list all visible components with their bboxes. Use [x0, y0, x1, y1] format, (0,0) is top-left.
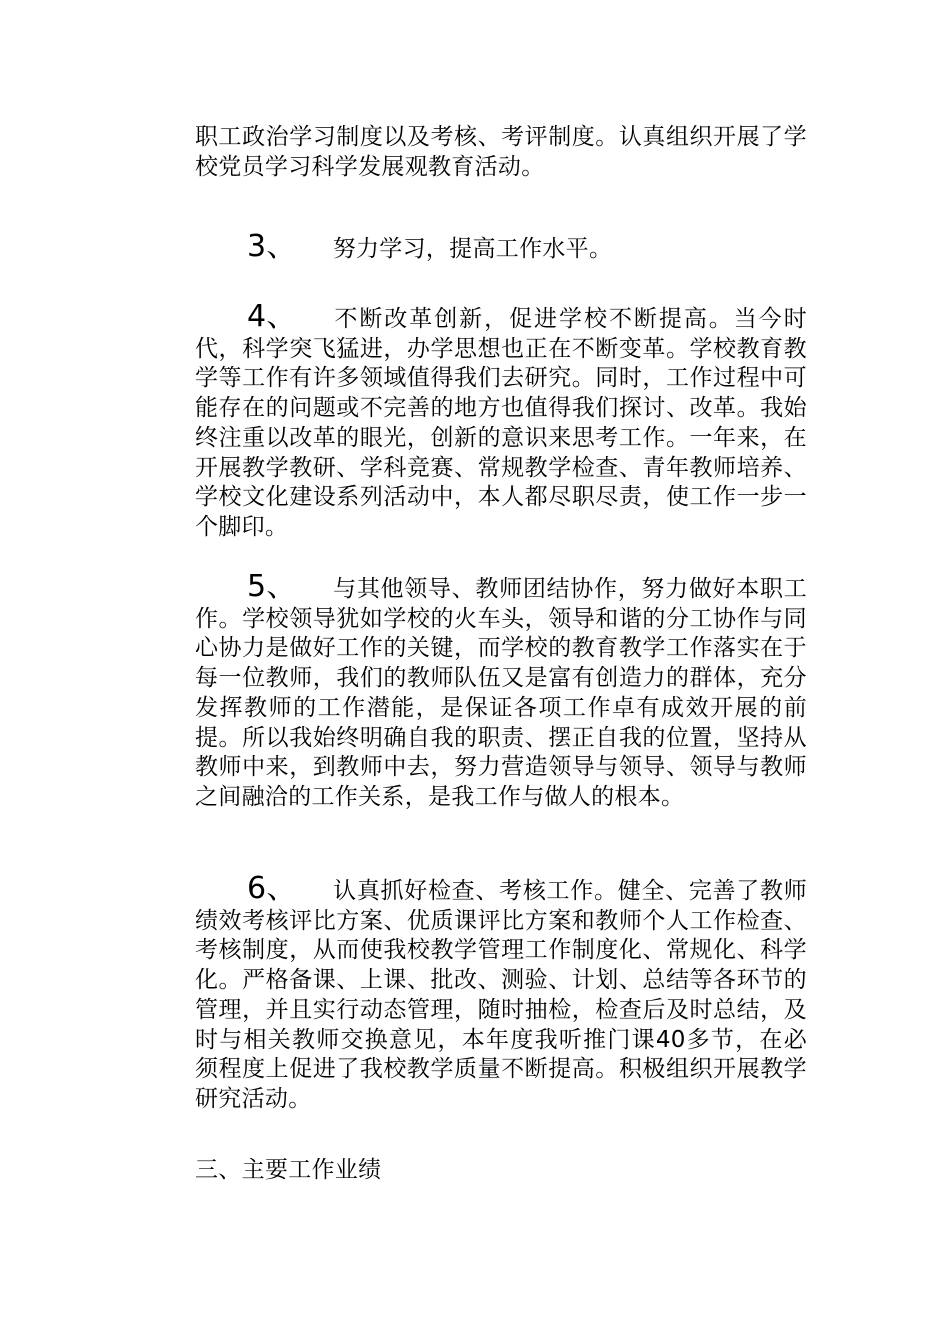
- item-4-number: 4、: [247, 299, 297, 334]
- item-5-paragraph: [195, 569, 807, 813]
- section-3-heading: 三、主要工作业绩: [195, 1157, 382, 1183]
- item-5-text: 与其他领导、教师团结协作，努力做好本职工作。学校领导犹如学校的火车头，领导和谐的分工协作与同心协力是做好工作的关键，而学校的教育教学工作落实在于每一位教师，我们的教师队伍又是富有创造力的群体，充分发挥教师的工作潜能，是保证各项工作卓有成效开展的前提。所以我始终明确自我的职责、摆正自我的位置，坚持从教师中来，到教师中去，努力营造领导与领导、领导与教师之间融洽的工作关系，是我工作与做人的根本。: [195, 576, 807, 810]
- item-6-paragraph: [195, 871, 807, 1115]
- intro-paragraph: 职工政治学习制度以及考核、考评制度。认真组织开展了学校党员学习科学发展观教育活动。: [195, 124, 807, 180]
- item-6-number: 6、: [247, 871, 297, 906]
- item-5-number: 5、: [247, 569, 297, 604]
- item-4-paragraph: [195, 299, 807, 543]
- item-3-paragraph: [195, 229, 807, 265]
- item-6-text: 认真抓好检查、考核工作。健全、完善了教师绩效考核评比方案、优质课评比方案和教师个人工作检查、考核制度，从而使我校教学管理工作制度化、常规化、科学化。严格备课、上课、批改、测验、计划、总结等各环节的管理，并且实行动态管理，随时抽检，检查后及时总结，及时与相关教师交换意见，本年度我听推门课40多节，在必须程度上促进了我校教学质量不断提高。积极组织开展教学研究活动。: [195, 878, 807, 1112]
- item-4-text: 不断改革创新，促进学校不断提高。当今时代，科学突飞猛进，办学思想也正在不断变革。学校教育教学等工作有许多领域值得我们去研究。同时，工作过程中可能存在的问题或不完善的地方也值得我们探讨、改革。我始终注重以改革的眼光，创新的意识来思考工作。一年来，在开展教学教研、学科竞赛、常规教学检查、青年教师培养、学校文化建设系列活动中，本人都尽职尽责，使工作一步一个脚印。: [195, 306, 807, 540]
- item-3-text: 努力学习，提高工作水平。: [332, 236, 613, 262]
- item-3-number: 3、: [247, 229, 297, 264]
